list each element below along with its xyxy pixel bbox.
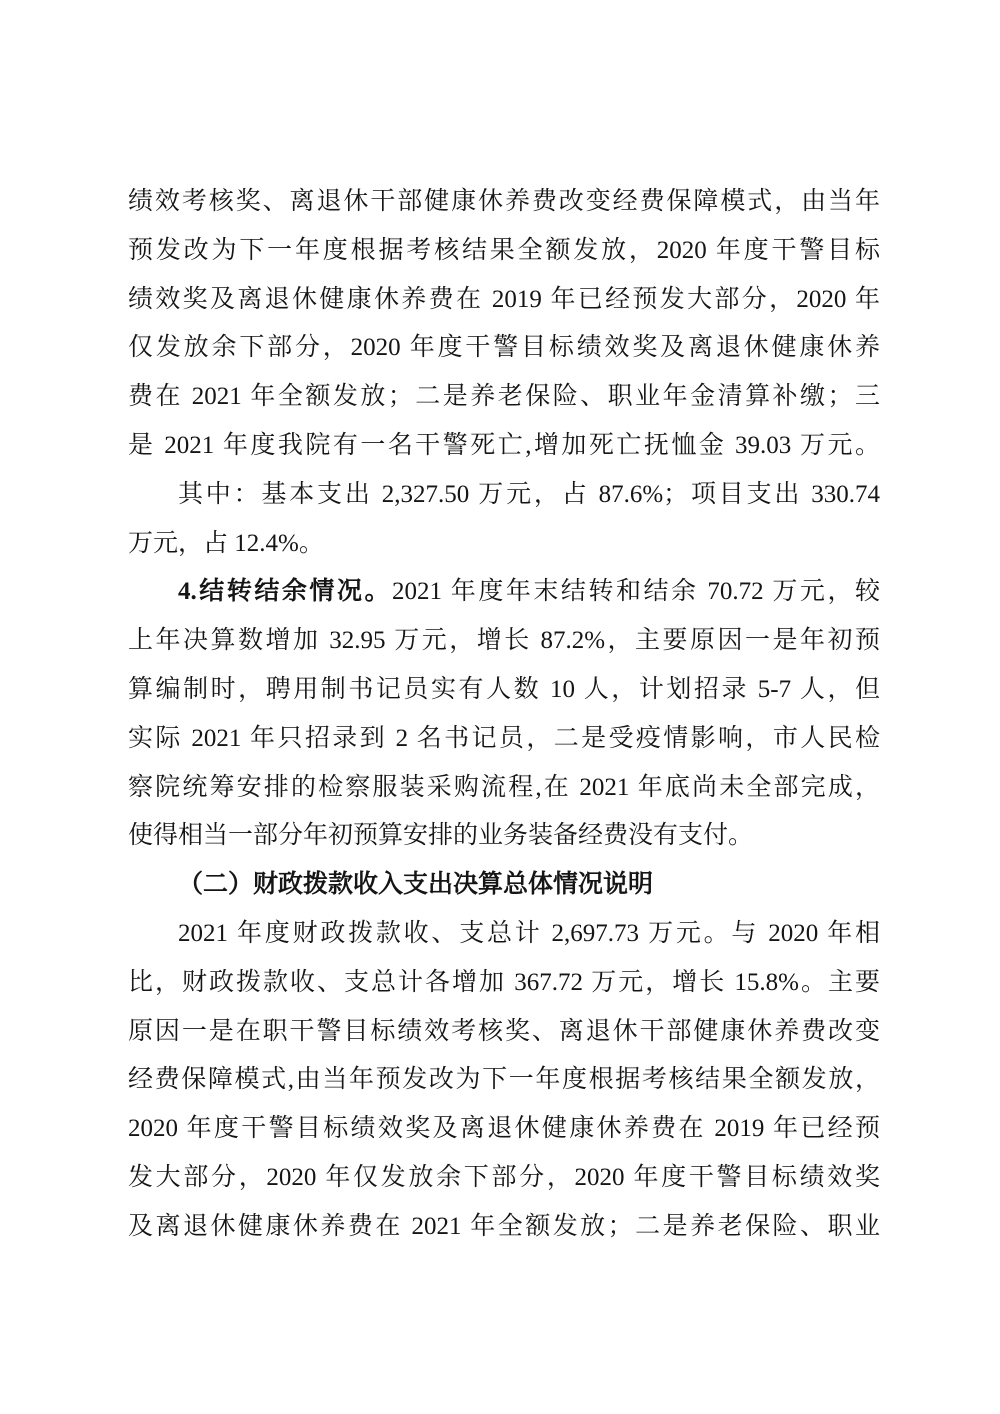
doc-line-03: 绩效奖及离退休健康休养费在 2019 年已经预发大部分，2020 年 — [128, 285, 880, 313]
doc-line-04: 仅发放余下部分，2020 年度干警目标绩效奖及离退休健康休养 — [128, 334, 880, 362]
doc-line-10: 上年决算数增加 32.95 万元，增长 87.2%，主要原因一是年初预 — [128, 627, 880, 655]
doc-line-19: 经费保障模式,由当年预发改为下一年度根据考核结果全额发放， — [128, 1066, 880, 1094]
doc-line-12: 实际 2021 年只招录到 2 名书记员，二是受疫情影响，市人民检 — [128, 724, 880, 752]
doc-line-14: 使得相当一部分年初预算安排的业务装备经费没有支付。 — [128, 822, 754, 850]
doc-line-13: 察院统筹安排的检察服装采购流程,在 2021 年底尚未全部完成， — [128, 773, 880, 801]
section-heading-fiscal-appropriation: （二）财政拨款收入支出决算总体情况说明 — [178, 871, 654, 899]
doc-line-05: 费在 2021 年全额发放；二是养老保险、职业年金清算补缴；三 — [128, 383, 880, 411]
doc-line-02: 预发改为下一年度根据考核结果全额发放，2020 年度干警目标 — [128, 236, 880, 264]
doc-line-06: 是 2021 年度我院有一名干警死亡,增加死亡抚恤金 39.03 万元。 — [128, 431, 880, 459]
doc-line-09 — [128, 568, 880, 617]
doc-line-20: 2020 年度干警目标绩效奖及离退休健康休养费在 2019 年已经预 — [128, 1115, 880, 1143]
doc-line-16: 2021 年度财政拨款收、支总计 2,697.73 万元。与 2020 年相 — [178, 919, 880, 947]
doc-line-18: 原因一是在职干警目标绩效考核奖、离退休干部健康休养费改变 — [128, 1017, 880, 1045]
subsection-heading-carryover: 4.结转结余情况。 — [178, 578, 393, 606]
doc-line-17: 比，财政拨款收、支总计各增加 367.72 万元，增长 15.8%。主要 — [128, 968, 880, 996]
doc-line-01: 绩效考核奖、离退休干部健康休养费改变经费保障模式，由当年 — [128, 188, 880, 215]
doc-line-08: 万元，占 12.4%。 — [128, 529, 324, 557]
doc-line-21: 发大部分，2020 年仅发放余下部分，2020 年度干警目标绩效奖 — [128, 1163, 880, 1191]
doc-line-11: 算编制时，聘用制书记员实有人数 10 人，计划招录 5-7 人，但 — [128, 675, 880, 703]
doc-line-22: 及离退休健康休养费在 2021 年全额发放；二是养老保险、职业 — [128, 1212, 880, 1240]
doc-line-09-rest: 2021 年度年末结转和结余 70.72 万元，较 — [392, 578, 880, 606]
document-text-block — [128, 178, 880, 1252]
doc-line-07: 其中：基本支出 2,327.50 万元，占 87.6%；项目支出 330.74 — [178, 480, 880, 508]
